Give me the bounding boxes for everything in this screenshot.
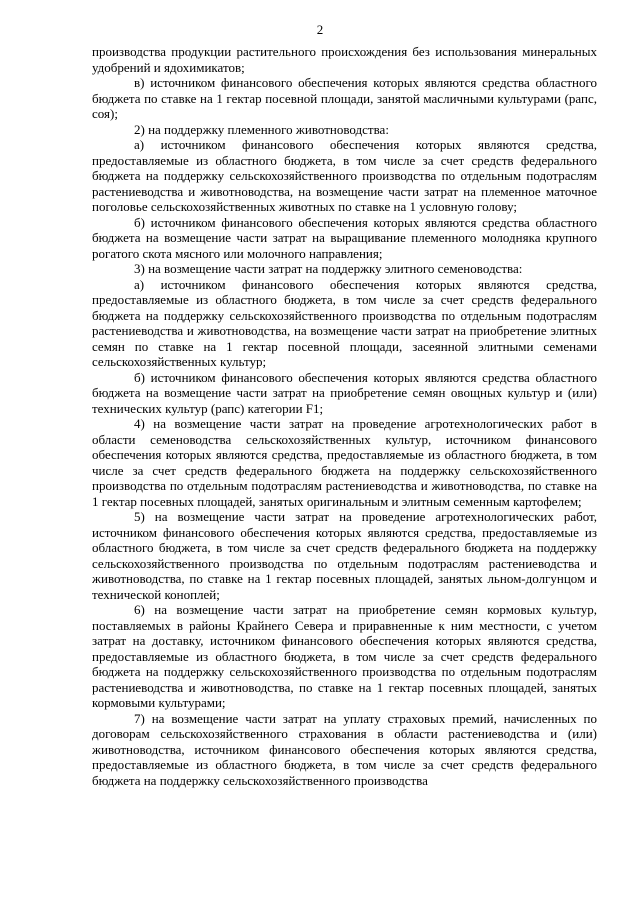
document-body	[92, 44, 597, 788]
page-number: 2	[316, 22, 324, 37]
paragraph-4: 4) на возмещение части затрат на проведение агротехнологических работ в области семеноводства сельскохозяйственных культур, источником финансового обеспечения которых являются средства, предоставляемые из областного бюджета, в том числе за счет средств федерального бюджета на поддержку сельскохозяйственного производства по отдельным подотраслям растениеводства и животноводства, по ставке на 1 гектар посевных площадей, занятых оригинальным и элитным семенным картофелем;	[92, 416, 597, 509]
paragraph-7: 7) на возмещение части затрат на уплату страховых премий, начисленных по договорам сельскохозяйственного страхования в области растениеводства и (или) животноводства, источником финансового обеспечения которых являются средства, предоставляемые из областного бюджета, в том числе за счет средств федерального бюджета на поддержку сельскохозяйственного производства	[92, 710, 597, 788]
paragraph-2a: а) источником финансового обеспечения которых являются средства, предоставляемые из областного бюджета, в том числе за счет средств федерального бюджета на поддержку сельскохозяйственного производства по отдельным подотраслям растениеводства и животноводства, на возмещение части затрат на племенное маточное поголовье сельскохозяйственных животных по ставке на 1 условную голову;	[92, 137, 597, 214]
paragraph-6: 6) на возмещение части затрат на приобретение семян кормовых культур, поставляемых в районы Крайнего Севера и приравненные к ним местности, с учетом затрат на доставку, источником финансового обеспечения которых являются средства, предоставляемые из областного бюджета, в том числе за счет средств федерального бюджета на поддержку сельскохозяйственного производства по отдельным подотраслям растениеводства и животноводства, по ставке на 1 гектар посевных площадей, занятых кормовыми культурами;	[92, 602, 597, 710]
paragraph-1v: в) источником финансового обеспечения которых являются средства областного бюджета по ставке на 1 гектар посевной площади, занятой масличными культурами (рапс, соя);	[92, 75, 597, 121]
paragraph-continuation: производства продукции растительного происхождения без использования минеральных удобрений и ядохимикатов;	[92, 44, 597, 75]
paragraph-3a: а) источником финансового обеспечения которых являются средства, предоставляемые из областного бюджета, в том числе за счет средств федерального бюджета на поддержку сельскохозяйственного производства по отдельным подотраслям растениеводства и животноводства, на возмещение части затрат на приобретение элитных семян по ставке на 1 гектар посевной площади, засеянной элитными семенами сельскохозяйственных культур;	[92, 276, 597, 369]
paragraph-5: 5) на возмещение части затрат на проведение агротехнологических работ, источником финансового обеспечения которых являются средства, предоставляемые из областного бюджета, в том числе за счет средств федерального бюджета на поддержку сельскохозяйственного производства по отдельным подотраслям растениеводства и животноводства, по ставке на 1 гектар посевных площадей, занятых льном-долгунцом и технической коноплей;	[92, 509, 597, 602]
paragraph-2b: б) источником финансового обеспечения которых являются средства областного бюджета на возмещение части затрат на выращивание племенного молодняка крупного рогатого скота мясного или молочного направления;	[92, 214, 597, 261]
paragraph-2: 2) на поддержку племенного животноводства:	[134, 121, 389, 137]
paragraph-3: 3) на возмещение части затрат на поддержку элитного семеноводства:	[134, 261, 523, 276]
paragraph-3b: б) источником финансового обеспечения которых являются средства областного бюджета на возмещение части затрат на приобретение семян овощных культур и (или) технических культур (рапс) категории F1;	[92, 369, 597, 416]
